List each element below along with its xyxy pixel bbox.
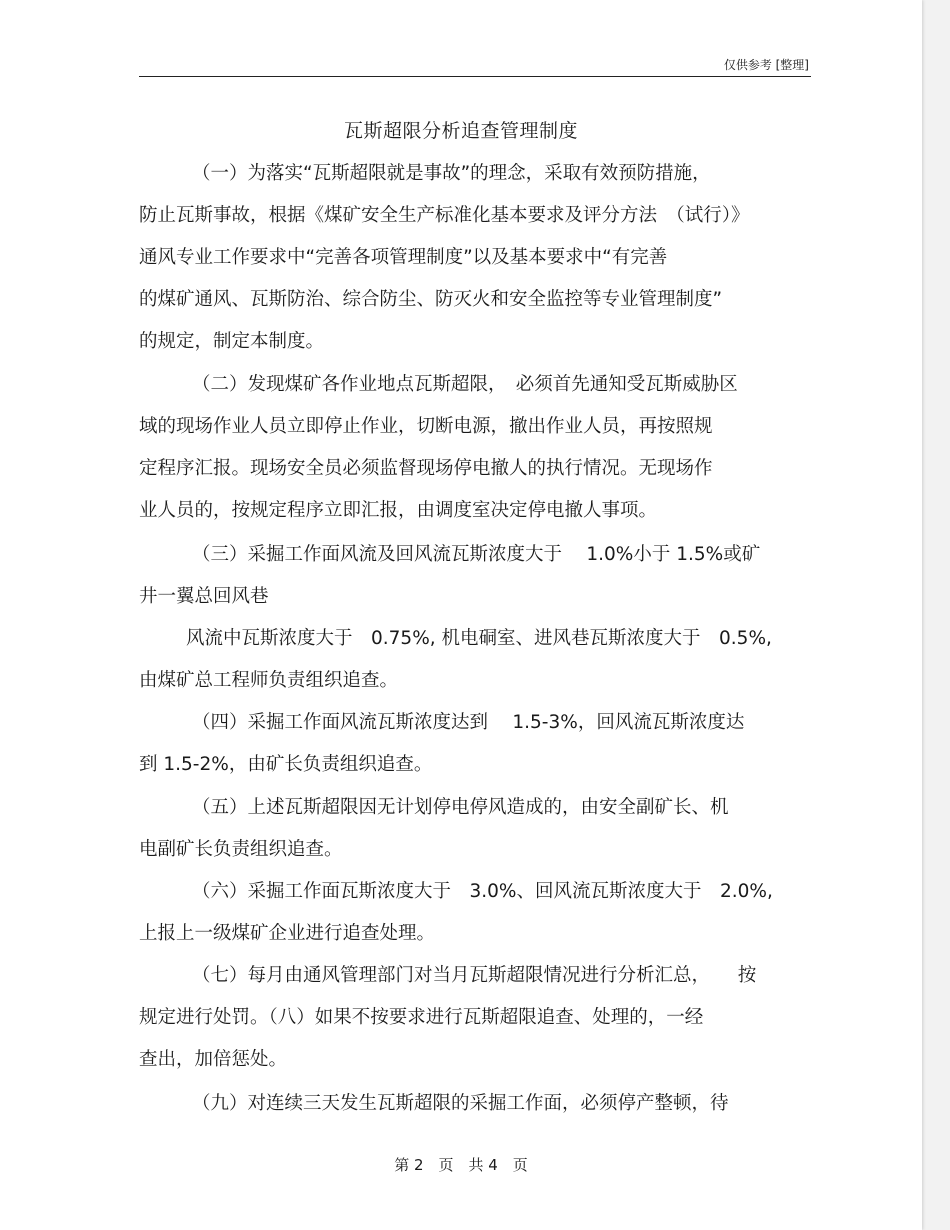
body-line: 定程序汇报。现场安全员必须监督现场停电撤人的执行情况。无现场作 [139, 458, 713, 479]
header-note: 仅供参考 [整理] [723, 58, 809, 72]
body-line: 到 1.5-2%，由矿长负责组织追查。 [139, 754, 433, 775]
body-line: （七）每月由通风管理部门对当月瓦斯超限情况进行分析汇总， 按 [192, 965, 757, 986]
page-indicator: 第 2 页 共 4 页 [394, 1156, 528, 1174]
body-line: （一）为落实“瓦斯超限就是事故”的理念，采取有效预防措施， [192, 163, 711, 184]
body-line: （二）发现煤矿各作业地点瓦斯超限， 必须首先通知受瓦斯威胁区 [192, 374, 738, 395]
body-line: （四）采掘工作面风流瓦斯浓度达到 1.5-3%，回风流瓦斯浓度达 [192, 712, 745, 733]
body-line: 的煤矿通风、瓦斯防治、综合防尘、防灭火和安全监控等专业管理制度” [139, 289, 723, 310]
body-line: 业人员的，按规定程序立即汇报，由调度室决定停电撤人事项。 [139, 500, 658, 521]
body-line: 规定进行处罚。（八）如果不按要求进行瓦斯超限追查、处理的，一经 [139, 1007, 704, 1028]
body-line: （九）对连续三天发生瓦斯超限的采掘工作面，必须停产整顿，待 [192, 1093, 729, 1114]
body-line: 通风专业工作要求中“完善各项管理制度”以及基本要求中“有完善 [139, 247, 668, 268]
body-line: 上报上一级煤矿企业进行追查处理。 [139, 923, 436, 944]
body-line: （六）采掘工作面瓦斯浓度大于 3.0%、回风流瓦斯浓度大于 2.0%, [192, 881, 773, 902]
body-line: 查出，加倍惩处。 [139, 1049, 288, 1070]
body-line: （五）上述瓦斯超限因无计划停电停风造成的，由安全副矿长、机 [192, 797, 729, 818]
body-line: 电副矿长负责组织追查。 [139, 839, 343, 860]
body-line: 井一翼总回风巷 [139, 586, 269, 607]
body-line: 域的现场作业人员立即停止作业，切断电源，撤出作业人员，再按照规 [139, 416, 713, 437]
header-rule [139, 76, 811, 77]
body-line: 由煤矿总工程师负责组织追查。 [139, 670, 399, 691]
body-line: 的规定，制定本制度。 [139, 331, 325, 352]
body-line: （三）采掘工作面风流及回风流瓦斯浓度大于 1.0%小于 1.5%或矿 [192, 544, 761, 565]
document-title: 瓦斯超限分析追查管理制度 [343, 120, 578, 142]
body-line: 风流中瓦斯浓度大于 0.75%, 机电硐室、进风巷瓦斯浓度大于 0.5%, [186, 628, 772, 649]
body-line: 防止瓦斯事故，根据《煤矿安全生产标准化基本要求及评分方法 （试行）》 [139, 205, 750, 226]
